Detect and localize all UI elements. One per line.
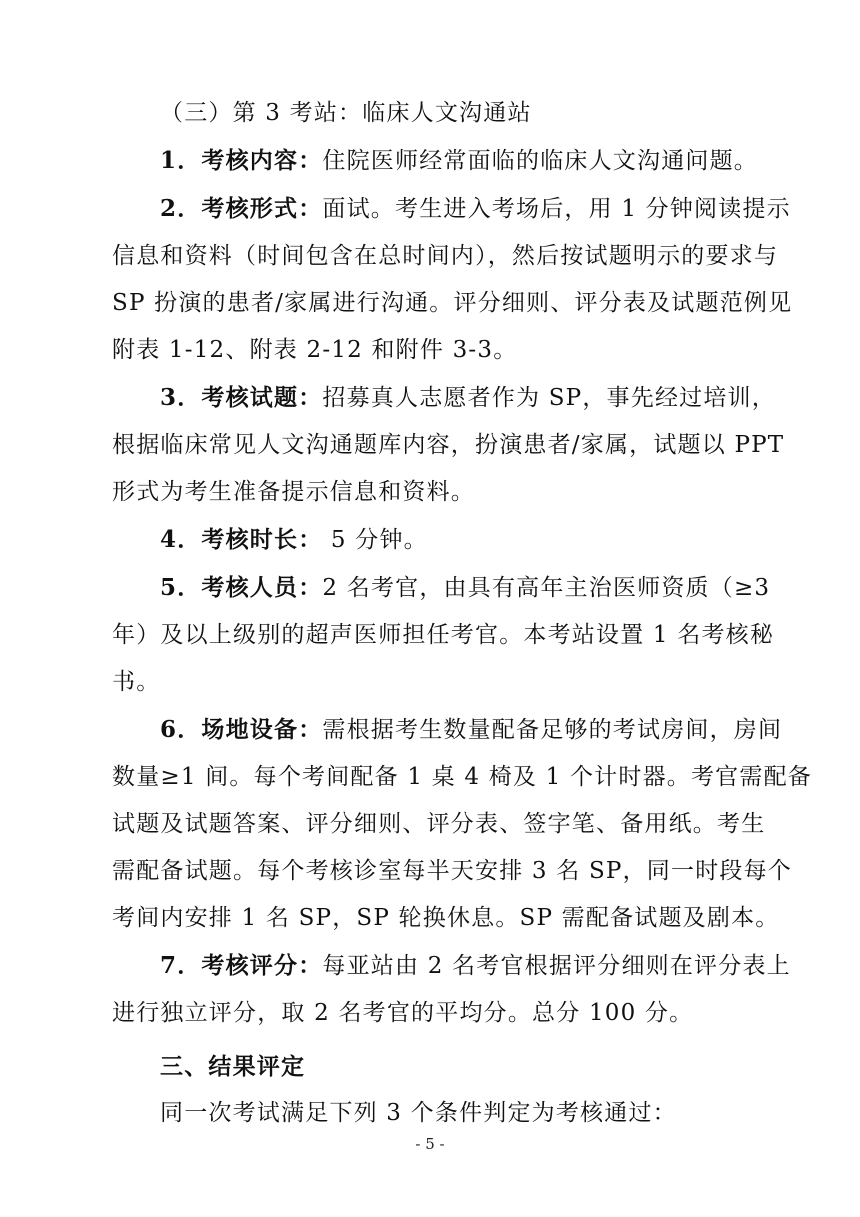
item-7-label: 7．考核评分： — [160, 952, 323, 979]
item-1-line-1: 住院医师经常面临的临床人文沟通问题。 — [322, 148, 759, 174]
item-6-line-4: 需配备试题。每个考核诊室每半天安排 3 名 SP，同一时段每个 — [112, 858, 792, 884]
section-heading: 三、结果评定 — [160, 1053, 306, 1080]
item-2-label: 2．考核形式： — [160, 195, 323, 222]
item-3-label: 3．考核试题： — [160, 384, 323, 411]
item-2-first-line — [112, 185, 791, 233]
item-3-line-1: 招募真人志愿者作为 SP，事先经过培训， — [322, 385, 776, 411]
item-4 — [112, 516, 752, 564]
item-6-line-2: 数量≥1 间。每个考间配备 1 桌 4 椅及 1 个计时器。考官需配备 — [112, 764, 812, 790]
item-1 — [112, 137, 759, 185]
item-4-line-1: 5 分钟。 — [322, 527, 428, 553]
item-5-line-1: 2 名考官，由具有高年主治医师资质（≥3 — [322, 575, 771, 601]
item-3-line-2: 根据临床常见人文沟通题库内容，扮演患者/家属，试题以 PPT — [112, 432, 785, 458]
item-5-line-2: 年）及以上级别的超声医师担任考官。本考站设置 1 名考核秘 — [112, 622, 775, 648]
item-5-line-3: 书。 — [112, 669, 161, 695]
item-2-line-4: 附表 1-12、附表 2-12 和附件 3-3。 — [112, 337, 518, 363]
item-6-line-5: 考间内安排 1 名 SP，SP 轮换休息。SP 需配备试题及剧本。 — [112, 905, 780, 931]
item-2-line-1: 面试。考生进入考场后，用 1 分钟阅读提示 — [322, 196, 791, 222]
item-3-line-3: 形式为考生准备提示信息和资料。 — [112, 479, 475, 505]
item-4-label: 4．考核时长： — [160, 526, 323, 553]
item-5-label: 5．考核人员： — [160, 574, 323, 601]
document-page — [112, 90, 812, 1137]
item-6-line-1: 需根据考生数量配备足够的考试房间，房间 — [322, 717, 783, 743]
page-number: - 5 - — [415, 1135, 445, 1153]
item-2-line-2: 信息和资料（时间包含在总时间内），然后按试题明示的要求与 — [112, 243, 779, 269]
item-6-first-line — [112, 706, 783, 754]
item-6-line-3: 试题及试题答案、评分细则、评分表、签字笔、备用纸。考生 — [112, 811, 766, 837]
closing-line: 同一次考试满足下列 3 个条件判定为考核通过： — [160, 1100, 677, 1126]
item-3-first-line — [112, 374, 776, 422]
item-7-first-line — [112, 942, 791, 990]
item-6-label: 6．场地设备： — [160, 716, 323, 743]
item-5-first-line — [112, 564, 771, 612]
item-7-line-2: 进行独立评分，取 2 名考官的平均分。总分 100 分。 — [112, 1000, 694, 1026]
item-2-line-3: SP 扮演的患者/家属进行沟通。评分细则、评分表及试题范例见 — [112, 290, 793, 316]
item-1-label: 1．考核内容： — [160, 147, 323, 174]
item-7-line-1: 每亚站由 2 名考官根据评分细则在评分表上 — [322, 953, 791, 979]
subheading: （三）第 3 考站：临床人文沟通站 — [160, 100, 532, 126]
